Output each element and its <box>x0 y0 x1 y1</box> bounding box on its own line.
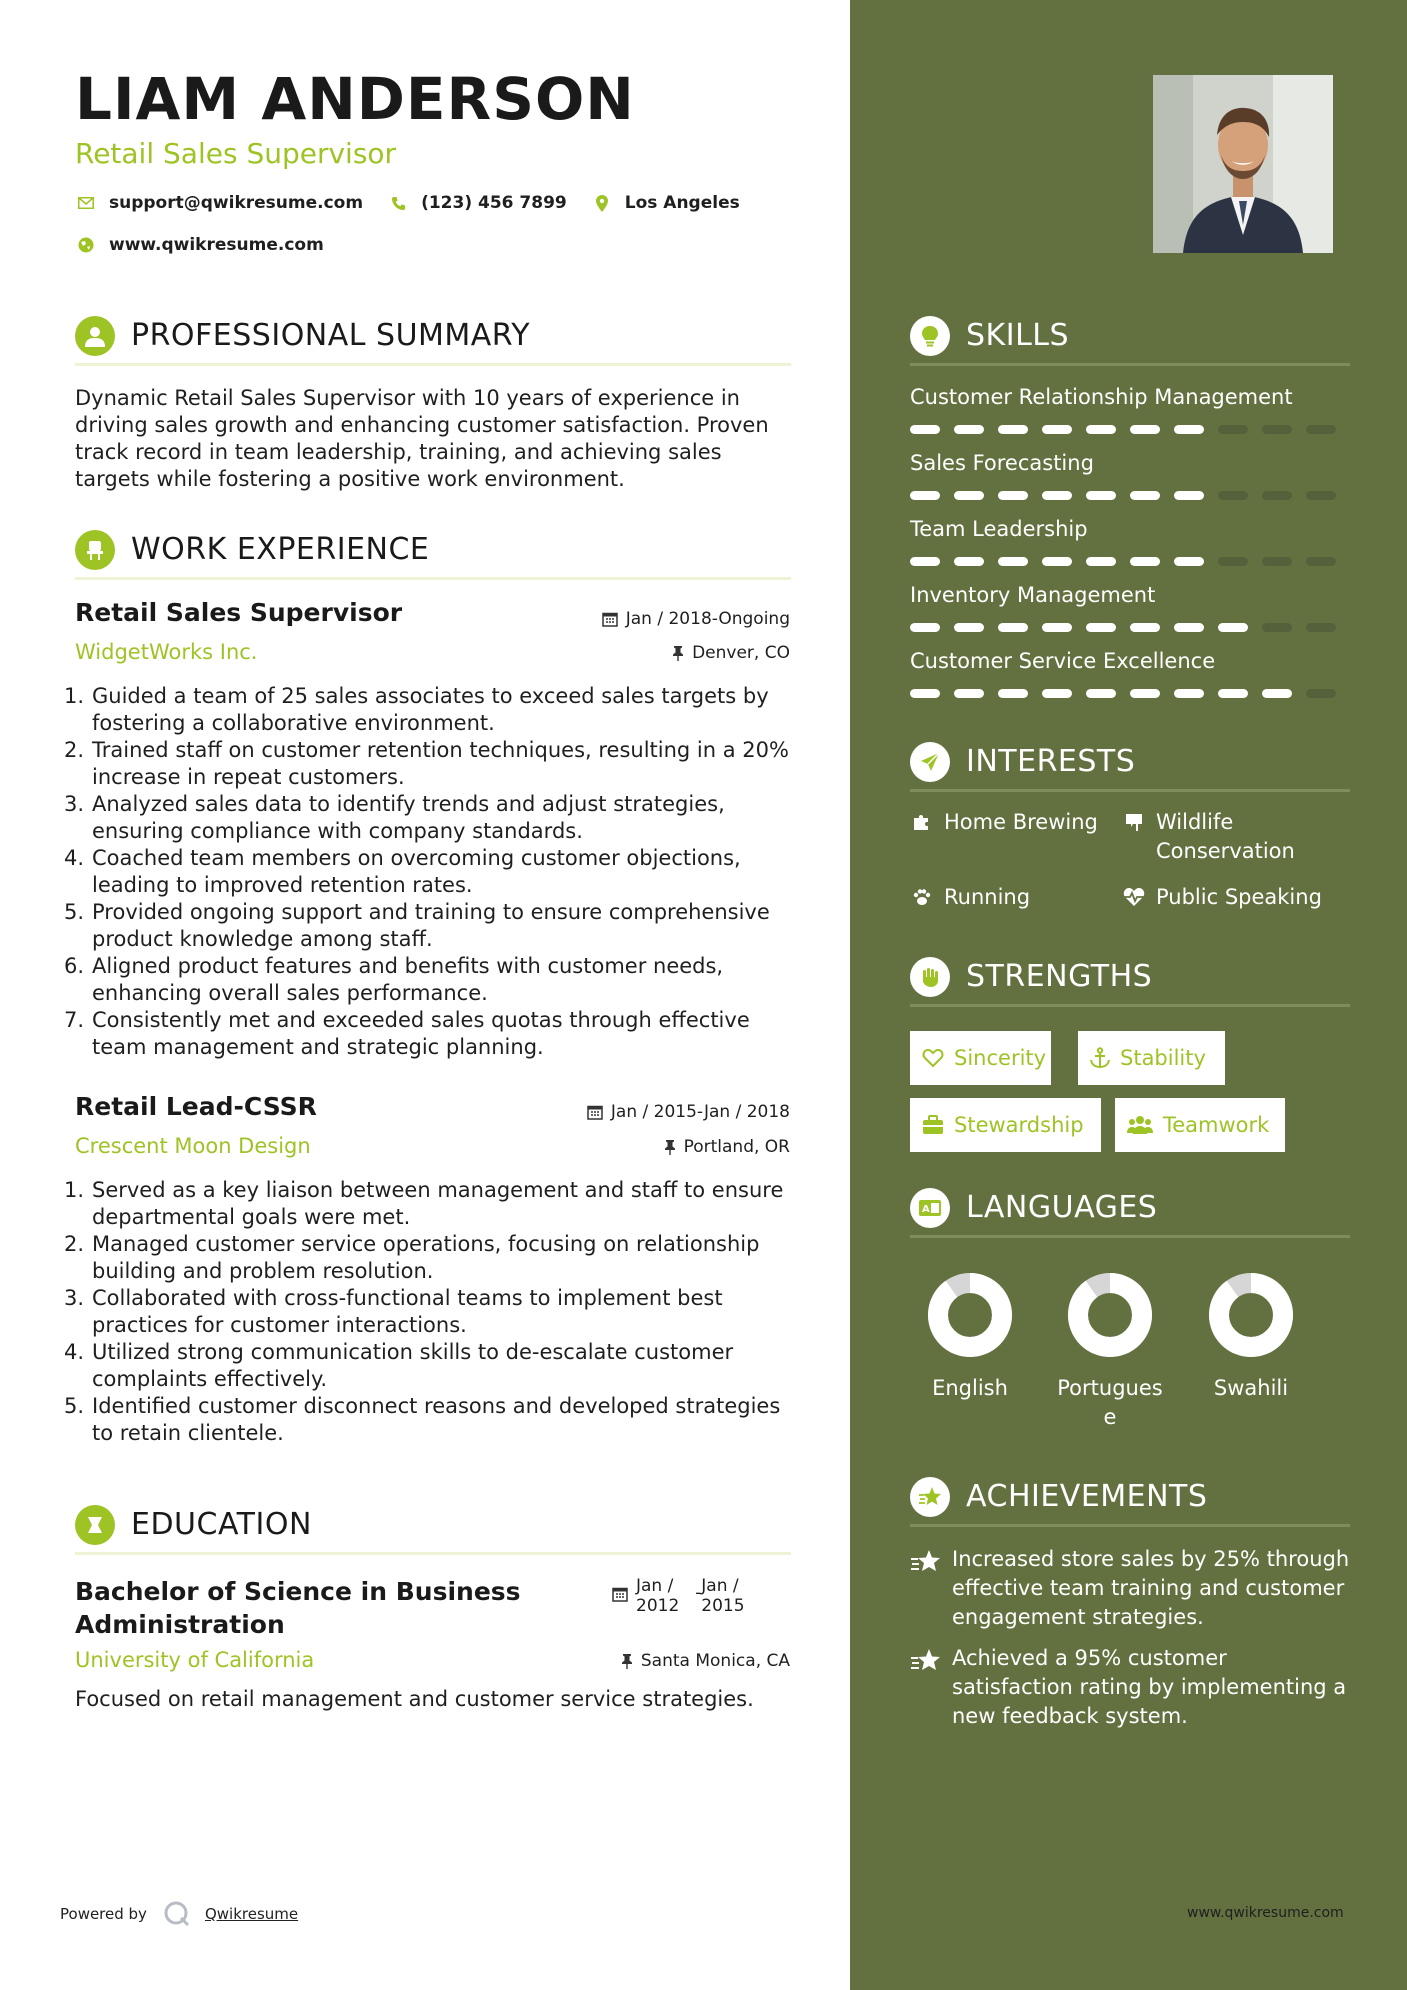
list-item: 7. Consistently met and exceeded sales quotas through effective team management and strategic planning. <box>64 1008 750 1059</box>
candidate-name: LIAM ANDERSON <box>75 65 635 133</box>
job-location-text: Denver, CO <box>692 643 790 663</box>
website-text: www.qwikresume.com <box>109 235 324 255</box>
language-item <box>1045 1272 1175 1432</box>
lightbulb-icon <box>910 316 950 356</box>
contact-website[interactable] <box>75 235 324 255</box>
skill-dash <box>1306 491 1336 500</box>
school-name: University of California <box>75 1648 315 1672</box>
skill-dash <box>1218 425 1248 434</box>
skill-dash <box>954 689 984 698</box>
achievements-heading <box>910 1477 1207 1517</box>
skill-name: Customer Service Excellence <box>910 649 1216 673</box>
job-bullets <box>64 1177 804 1447</box>
briefcase-icon <box>922 1115 944 1135</box>
skill-dash <box>1262 491 1292 500</box>
contact-email[interactable] <box>75 193 363 213</box>
job-date-text: Jan / 2018-Ongoing <box>625 609 790 629</box>
heart-icon <box>922 1048 944 1068</box>
skill-dash <box>1174 491 1204 500</box>
achievement-item <box>910 1545 1350 1632</box>
skill-dash <box>954 623 984 632</box>
contact-row <box>75 193 764 213</box>
fist-icon <box>910 957 950 997</box>
skill-dash <box>1130 623 1160 632</box>
degree-line: Bachelor of Science in Business <box>75 1577 521 1606</box>
skill-dash <box>1130 557 1160 566</box>
skill-dash <box>1086 425 1116 434</box>
candidate-title: Retail Sales Supervisor <box>75 137 397 170</box>
skill-dash <box>1262 425 1292 434</box>
anchor-icon <box>1090 1047 1110 1069</box>
star-icon <box>910 1477 950 1517</box>
language-name: English <box>932 1376 1008 1400</box>
skill-dash <box>998 623 1028 632</box>
paper-plane-icon <box>910 742 950 782</box>
education-heading-label: EDUCATION <box>131 1507 312 1542</box>
skill-dash <box>954 491 984 500</box>
qwikresume-logo-icon <box>163 1900 191 1928</box>
skills-divider <box>910 363 1350 366</box>
skill-dash <box>910 491 940 500</box>
skill-dash <box>1042 425 1072 434</box>
skill-dash <box>1086 491 1116 500</box>
job-location-text: Portland, OR <box>683 1137 790 1157</box>
globe-icon <box>75 236 97 254</box>
skill-dash <box>998 425 1028 434</box>
achievement-item <box>910 1644 1350 1731</box>
language-name: Swahili <box>1213 1376 1289 1400</box>
end-date: - Jan / 2015 <box>695 1576 745 1616</box>
skill-dash <box>1262 557 1292 566</box>
achievement-text: Achieved a 95% customer satisfaction rating by implementing a new feedback system. <box>952 1646 1347 1728</box>
skill-dash <box>1130 425 1160 434</box>
graduate-icon <box>75 1505 115 1545</box>
skill-dash <box>954 557 984 566</box>
skills-heading-label: SKILLS <box>966 318 1070 353</box>
powered-by-label: Powered by <box>60 1905 147 1923</box>
skill-dash <box>1130 491 1160 500</box>
languages-heading <box>910 1188 1157 1228</box>
skill-name: Team Leadership <box>910 517 1088 541</box>
experience-heading <box>75 530 429 570</box>
skill-level-bar <box>910 491 1350 500</box>
strength-label: Stability <box>1120 1046 1206 1070</box>
strength-label: Teamwork <box>1163 1113 1270 1137</box>
skill-dash <box>1042 557 1072 566</box>
contact-phone[interactable] <box>387 193 567 213</box>
skill-dash <box>998 557 1028 566</box>
heartbeat-icon <box>1122 883 1146 912</box>
skill-dash <box>910 623 940 632</box>
skill-dash <box>1306 557 1336 566</box>
skill-dash <box>1306 689 1336 698</box>
skill-level-bar <box>910 557 1350 566</box>
skill-dash <box>1262 623 1292 632</box>
education-text: Focused on retail management and customer service strategies. <box>75 1687 754 1711</box>
strength-chip <box>1115 1098 1285 1152</box>
job-date <box>587 1102 790 1122</box>
skill-dash <box>1174 425 1204 434</box>
list-item: 3. Analyzed sales data to identify trends and adjust strategies, ensuring compliance with company standards. <box>64 792 725 843</box>
skill-dash <box>998 491 1028 500</box>
interest-item: Running <box>910 883 1030 912</box>
powered-by <box>60 1900 298 1928</box>
job-title: Retail Lead-CSSR <box>75 1092 317 1121</box>
language-ring-fill <box>938 1283 1002 1347</box>
paw-icon <box>910 883 934 912</box>
strengths-heading <box>910 957 1152 997</box>
skill-dash <box>1218 689 1248 698</box>
brand-link[interactable]: Qwikresume <box>204 1905 299 1923</box>
degree-title <box>75 1575 521 1641</box>
language-ring-fill <box>1219 1283 1283 1347</box>
languages-divider <box>910 1235 1350 1238</box>
achievement-text: Increased store sales by 25% through effective team training and customer engagement strategies. <box>952 1547 1350 1629</box>
calendar-icon <box>602 611 618 627</box>
language-name: Portugues e <box>1057 1376 1163 1429</box>
interests-heading-label: INTERESTS <box>966 744 1136 779</box>
strength-chip <box>910 1098 1101 1152</box>
language-ring <box>1067 1272 1153 1358</box>
skill-name: Inventory Management <box>910 583 1156 607</box>
achievements-divider <box>910 1524 1350 1527</box>
list-item: 5. Identified customer disconnect reasons and developed strategies to retain clientele. <box>64 1394 781 1445</box>
degree-line: Administration <box>75 1610 285 1639</box>
chair-icon <box>75 530 115 570</box>
skill-name: Customer Relationship Management <box>910 385 1293 409</box>
interest-item: Home Brewing <box>910 808 1098 837</box>
list-item: 5. Provided ongoing support and training to ensure comprehensive product knowledge among staff. <box>64 900 770 951</box>
list-item: 1. Guided a team of 25 sales associates to exceed sales targets by fostering a collaborative environment. <box>64 684 769 735</box>
pin-icon <box>621 1653 633 1669</box>
skill-dash <box>1262 689 1292 698</box>
list-item: 4. Coached team members on overcoming customer objections, leading to improved retention rates. <box>64 846 741 897</box>
strength-label: Stewardship <box>954 1113 1084 1137</box>
svg-text:A: A <box>922 1204 930 1215</box>
skill-dash <box>998 689 1028 698</box>
calendar-icon <box>587 1104 603 1120</box>
skill-dash <box>910 689 940 698</box>
flag-icon <box>1122 808 1146 866</box>
skill-dash <box>1306 623 1336 632</box>
language-item <box>1186 1272 1316 1403</box>
list-item: 3. Collaborated with cross-functional teams to implement best practices for customer interactions. <box>64 1286 723 1337</box>
list-item: 6. Aligned product features and benefits with customer needs, enhancing overall sales performance. <box>64 954 724 1005</box>
skill-dash <box>1218 557 1248 566</box>
job-bullets <box>64 683 804 1061</box>
company-name: WidgetWorks Inc. <box>75 640 258 664</box>
calendar-icon <box>612 1576 628 1616</box>
interests-divider <box>910 789 1350 792</box>
skills-heading <box>910 316 1069 356</box>
language-icon <box>910 1188 950 1228</box>
contact-location <box>591 193 740 213</box>
job-location <box>672 643 790 663</box>
skill-name: Sales Forecasting <box>910 451 1094 475</box>
phone-text: (123) 456 7899 <box>421 193 567 213</box>
skill-level-bar <box>910 623 1350 632</box>
languages-heading-label: LANGUAGES <box>966 1190 1158 1225</box>
school-location-text: Santa Monica, CA <box>640 1651 790 1671</box>
skill-dash <box>1086 623 1116 632</box>
list-item: 2. Trained staff on customer retention techniques, resulting in a 20% increase in repeat customers. <box>64 738 789 789</box>
profile-photo <box>1153 75 1333 253</box>
list-item: 4. Utilized strong communication skills to de-escalate customer complaints effectively. <box>64 1340 734 1391</box>
email-text: support@qwikresume.com <box>109 193 364 213</box>
skill-level-bar <box>910 689 1350 698</box>
envelope-icon <box>75 194 97 212</box>
strength-label: Sincerity <box>954 1046 1047 1070</box>
company-name: Crescent Moon Design <box>75 1134 311 1158</box>
skill-dash <box>910 425 940 434</box>
user-icon <box>75 316 115 356</box>
language-ring <box>927 1272 1013 1358</box>
list-item: 2. Managed customer service operations, focusing on relationship building and problem resolution. <box>64 1232 760 1283</box>
job-location <box>664 1137 790 1157</box>
phone-icon <box>387 194 409 212</box>
map-marker-icon <box>591 194 613 212</box>
summary-divider <box>75 363 791 366</box>
strengths-heading-label: STRENGTHS <box>966 959 1153 994</box>
education-dates <box>612 1576 745 1616</box>
skill-dash <box>1174 557 1204 566</box>
start-date: Jan / 2012 <box>636 1576 680 1616</box>
skill-dash <box>1218 623 1248 632</box>
pin-icon <box>664 1139 676 1155</box>
education-heading <box>75 1505 312 1545</box>
skill-dash <box>1130 689 1160 698</box>
list-item: 1. Served as a key liaison between management and staff to ensure departmental goals were met. <box>64 1178 784 1229</box>
language-item <box>905 1272 1035 1403</box>
skill-dash <box>910 557 940 566</box>
skill-dash <box>1086 689 1116 698</box>
interest-item: Public Speaking <box>1122 883 1322 912</box>
education-divider <box>75 1552 791 1555</box>
strengths-divider <box>910 1004 1350 1007</box>
strength-chip <box>1078 1031 1225 1085</box>
skill-dash <box>1174 689 1204 698</box>
interests-heading <box>910 742 1135 782</box>
website-row <box>75 235 348 255</box>
sidebar <box>850 0 1407 1990</box>
language-ring <box>1208 1272 1294 1358</box>
job-title: Retail Sales Supervisor <box>75 598 403 627</box>
summary-text: Dynamic Retail Sales Supervisor with 10 years of experience in driving sales growth and enhancing customer satisfaction. Proven track record in team leadership, training, and achieving sales targets while fostering a positive work environment. <box>75 386 769 491</box>
language-ring-fill <box>1078 1283 1142 1347</box>
skill-dash <box>1042 623 1072 632</box>
experience-heading-label: WORK EXPERIENCE <box>131 532 430 567</box>
experience-divider <box>75 577 791 580</box>
users-icon <box>1127 1115 1153 1135</box>
job-date-text: Jan / 2015-Jan / 2018 <box>610 1102 790 1122</box>
job-date <box>602 609 790 629</box>
summary-heading <box>75 316 530 356</box>
footer-url[interactable]: www.qwikresume.com <box>1187 1905 1344 1921</box>
pin-icon <box>672 645 684 661</box>
skill-dash <box>1218 491 1248 500</box>
skill-dash <box>954 425 984 434</box>
skill-dash <box>1174 623 1204 632</box>
strength-chip <box>910 1031 1051 1085</box>
skill-dash <box>1306 425 1336 434</box>
location-text: Los Angeles <box>624 193 740 213</box>
star-icon <box>910 1545 942 1632</box>
achievements-heading-label: ACHIEVEMENTS <box>966 1479 1208 1514</box>
skill-dash <box>1042 689 1072 698</box>
interest-item: Wildlife Conservation <box>1122 808 1295 866</box>
skill-dash <box>1042 491 1072 500</box>
summary-heading-label: PROFESSIONAL SUMMARY <box>131 318 531 353</box>
skill-level-bar <box>910 425 1350 434</box>
school-location <box>621 1651 790 1671</box>
skill-dash <box>1086 557 1116 566</box>
star-icon <box>910 1644 942 1731</box>
puzzle-icon <box>910 808 934 837</box>
